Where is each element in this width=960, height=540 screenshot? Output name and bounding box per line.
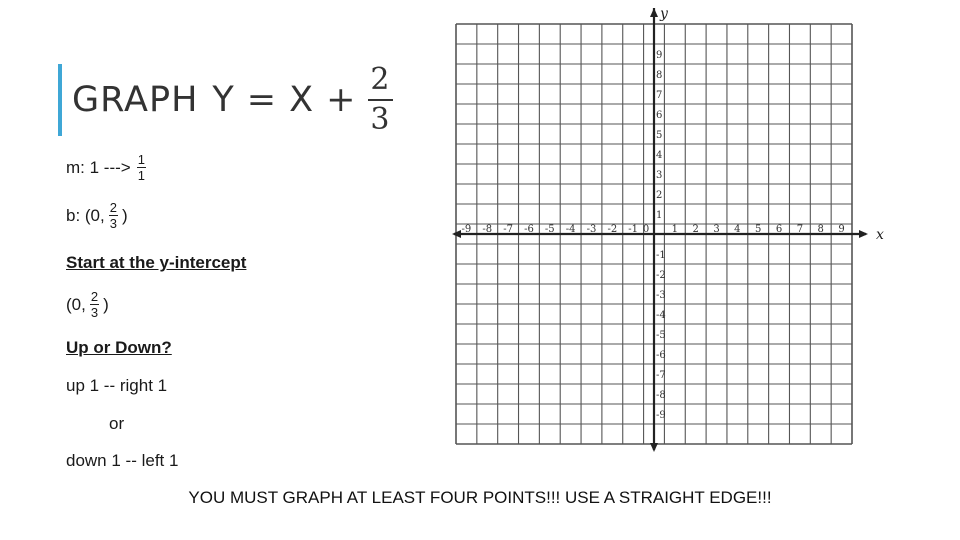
slope-fraction bbox=[137, 153, 146, 182]
intercept-numerator: 2 bbox=[109, 200, 117, 215]
option-one bbox=[66, 376, 167, 396]
slope-text: m: 1 ---> bbox=[66, 157, 131, 177]
x-tick-label: -9 bbox=[461, 224, 472, 235]
start-point-denominator: 3 bbox=[90, 305, 99, 320]
x-tick-label: -4 bbox=[565, 224, 576, 235]
y-tick-label: -2 bbox=[656, 270, 666, 281]
slope-numerator: 1 bbox=[137, 152, 145, 167]
y-tick-label: 8 bbox=[656, 70, 663, 81]
option-one-text: up 1 -- right 1 bbox=[66, 376, 168, 395]
intercept-text: b: (0, bbox=[66, 205, 105, 225]
x-tick-label: 2 bbox=[692, 224, 699, 235]
y-tick-label: 3 bbox=[656, 170, 663, 181]
start-point-line bbox=[66, 290, 109, 319]
y-axis-label: y bbox=[660, 6, 668, 22]
x-tick-label: -2 bbox=[607, 224, 618, 235]
y-tick-label: -7 bbox=[656, 370, 666, 381]
or-text: or bbox=[109, 414, 125, 433]
start-point-text: (0, bbox=[66, 294, 86, 314]
y-tick-label: 2 bbox=[656, 190, 663, 201]
option-two bbox=[66, 451, 178, 471]
start-point-suffix: ) bbox=[103, 294, 109, 314]
x-tick-label: -3 bbox=[586, 224, 597, 235]
x-tick-label: -5 bbox=[544, 224, 555, 235]
start-point-numerator: 2 bbox=[90, 289, 99, 304]
title-lhs: Y bbox=[212, 80, 235, 120]
intercept-line bbox=[66, 201, 128, 230]
option-two-text: down 1 -- left 1 bbox=[66, 451, 179, 470]
y-tick-label: -1 bbox=[656, 250, 666, 261]
updown-heading bbox=[66, 338, 172, 358]
intercept-denominator: 3 bbox=[109, 216, 117, 231]
y-axis-arrow-up bbox=[650, 8, 658, 17]
x-tick-label: 8 bbox=[817, 224, 824, 235]
start-point-fraction bbox=[90, 290, 99, 319]
x-tick-label: -8 bbox=[482, 224, 493, 235]
y-tick-label: 4 bbox=[656, 150, 663, 161]
title-plus: + bbox=[326, 80, 357, 120]
origin-label: 0 bbox=[642, 224, 650, 235]
title-equals: = bbox=[246, 80, 278, 120]
start-heading-text: Start at the y-intercept bbox=[66, 253, 247, 272]
x-axis-arrow-right bbox=[859, 230, 868, 238]
y-axis-arrow-down bbox=[650, 443, 658, 452]
intercept-fraction bbox=[109, 201, 118, 230]
x-tick-label: 5 bbox=[755, 224, 762, 235]
x-axis-label: x bbox=[876, 227, 884, 243]
y-tick-label: 1 bbox=[656, 210, 663, 221]
x-tick-label: 6 bbox=[775, 224, 783, 235]
x-tick-label: 7 bbox=[796, 224, 804, 235]
title-word: GRAPH bbox=[72, 80, 199, 120]
title-x: X bbox=[289, 80, 315, 120]
x-tick-label: -7 bbox=[503, 224, 513, 235]
x-tick-label: 4 bbox=[734, 224, 741, 235]
intercept-suffix: ) bbox=[121, 205, 128, 225]
y-tick-label: -6 bbox=[656, 350, 666, 361]
title-fraction bbox=[368, 62, 392, 137]
x-tick-label: -1 bbox=[628, 224, 639, 235]
y-tick-label: -9 bbox=[656, 410, 666, 421]
y-tick-label: -5 bbox=[656, 330, 666, 341]
y-tick-label: 7 bbox=[656, 90, 663, 101]
or-label bbox=[109, 414, 124, 434]
coordinate-grid bbox=[452, 6, 892, 452]
x-tick-label: 9 bbox=[838, 224, 845, 235]
slide-title bbox=[72, 60, 393, 140]
x-tick-label: 1 bbox=[671, 224, 679, 235]
y-tick-label: -8 bbox=[656, 390, 666, 401]
title-fraction-denominator: 3 bbox=[370, 102, 391, 137]
y-tick-label: 5 bbox=[656, 130, 663, 141]
updown-heading-text: Up or Down? bbox=[66, 338, 172, 357]
title-accent-bar bbox=[58, 64, 62, 136]
slope-denominator: 1 bbox=[137, 168, 145, 183]
start-heading bbox=[66, 253, 246, 273]
x-tick-label: 3 bbox=[713, 224, 720, 235]
instruction-footer: YOU MUST GRAPH AT LEAST FOUR POINTS!!! USE A STRAIGHT EDGE!!! bbox=[188, 488, 772, 507]
slope-line bbox=[66, 153, 146, 182]
y-tick-label: -3 bbox=[656, 290, 666, 301]
y-tick-label: 9 bbox=[656, 50, 663, 61]
title-fraction-numerator: 2 bbox=[368, 65, 392, 101]
x-tick-label: -6 bbox=[524, 224, 534, 235]
y-tick-label: 6 bbox=[656, 110, 663, 121]
y-tick-label: -4 bbox=[656, 310, 666, 321]
